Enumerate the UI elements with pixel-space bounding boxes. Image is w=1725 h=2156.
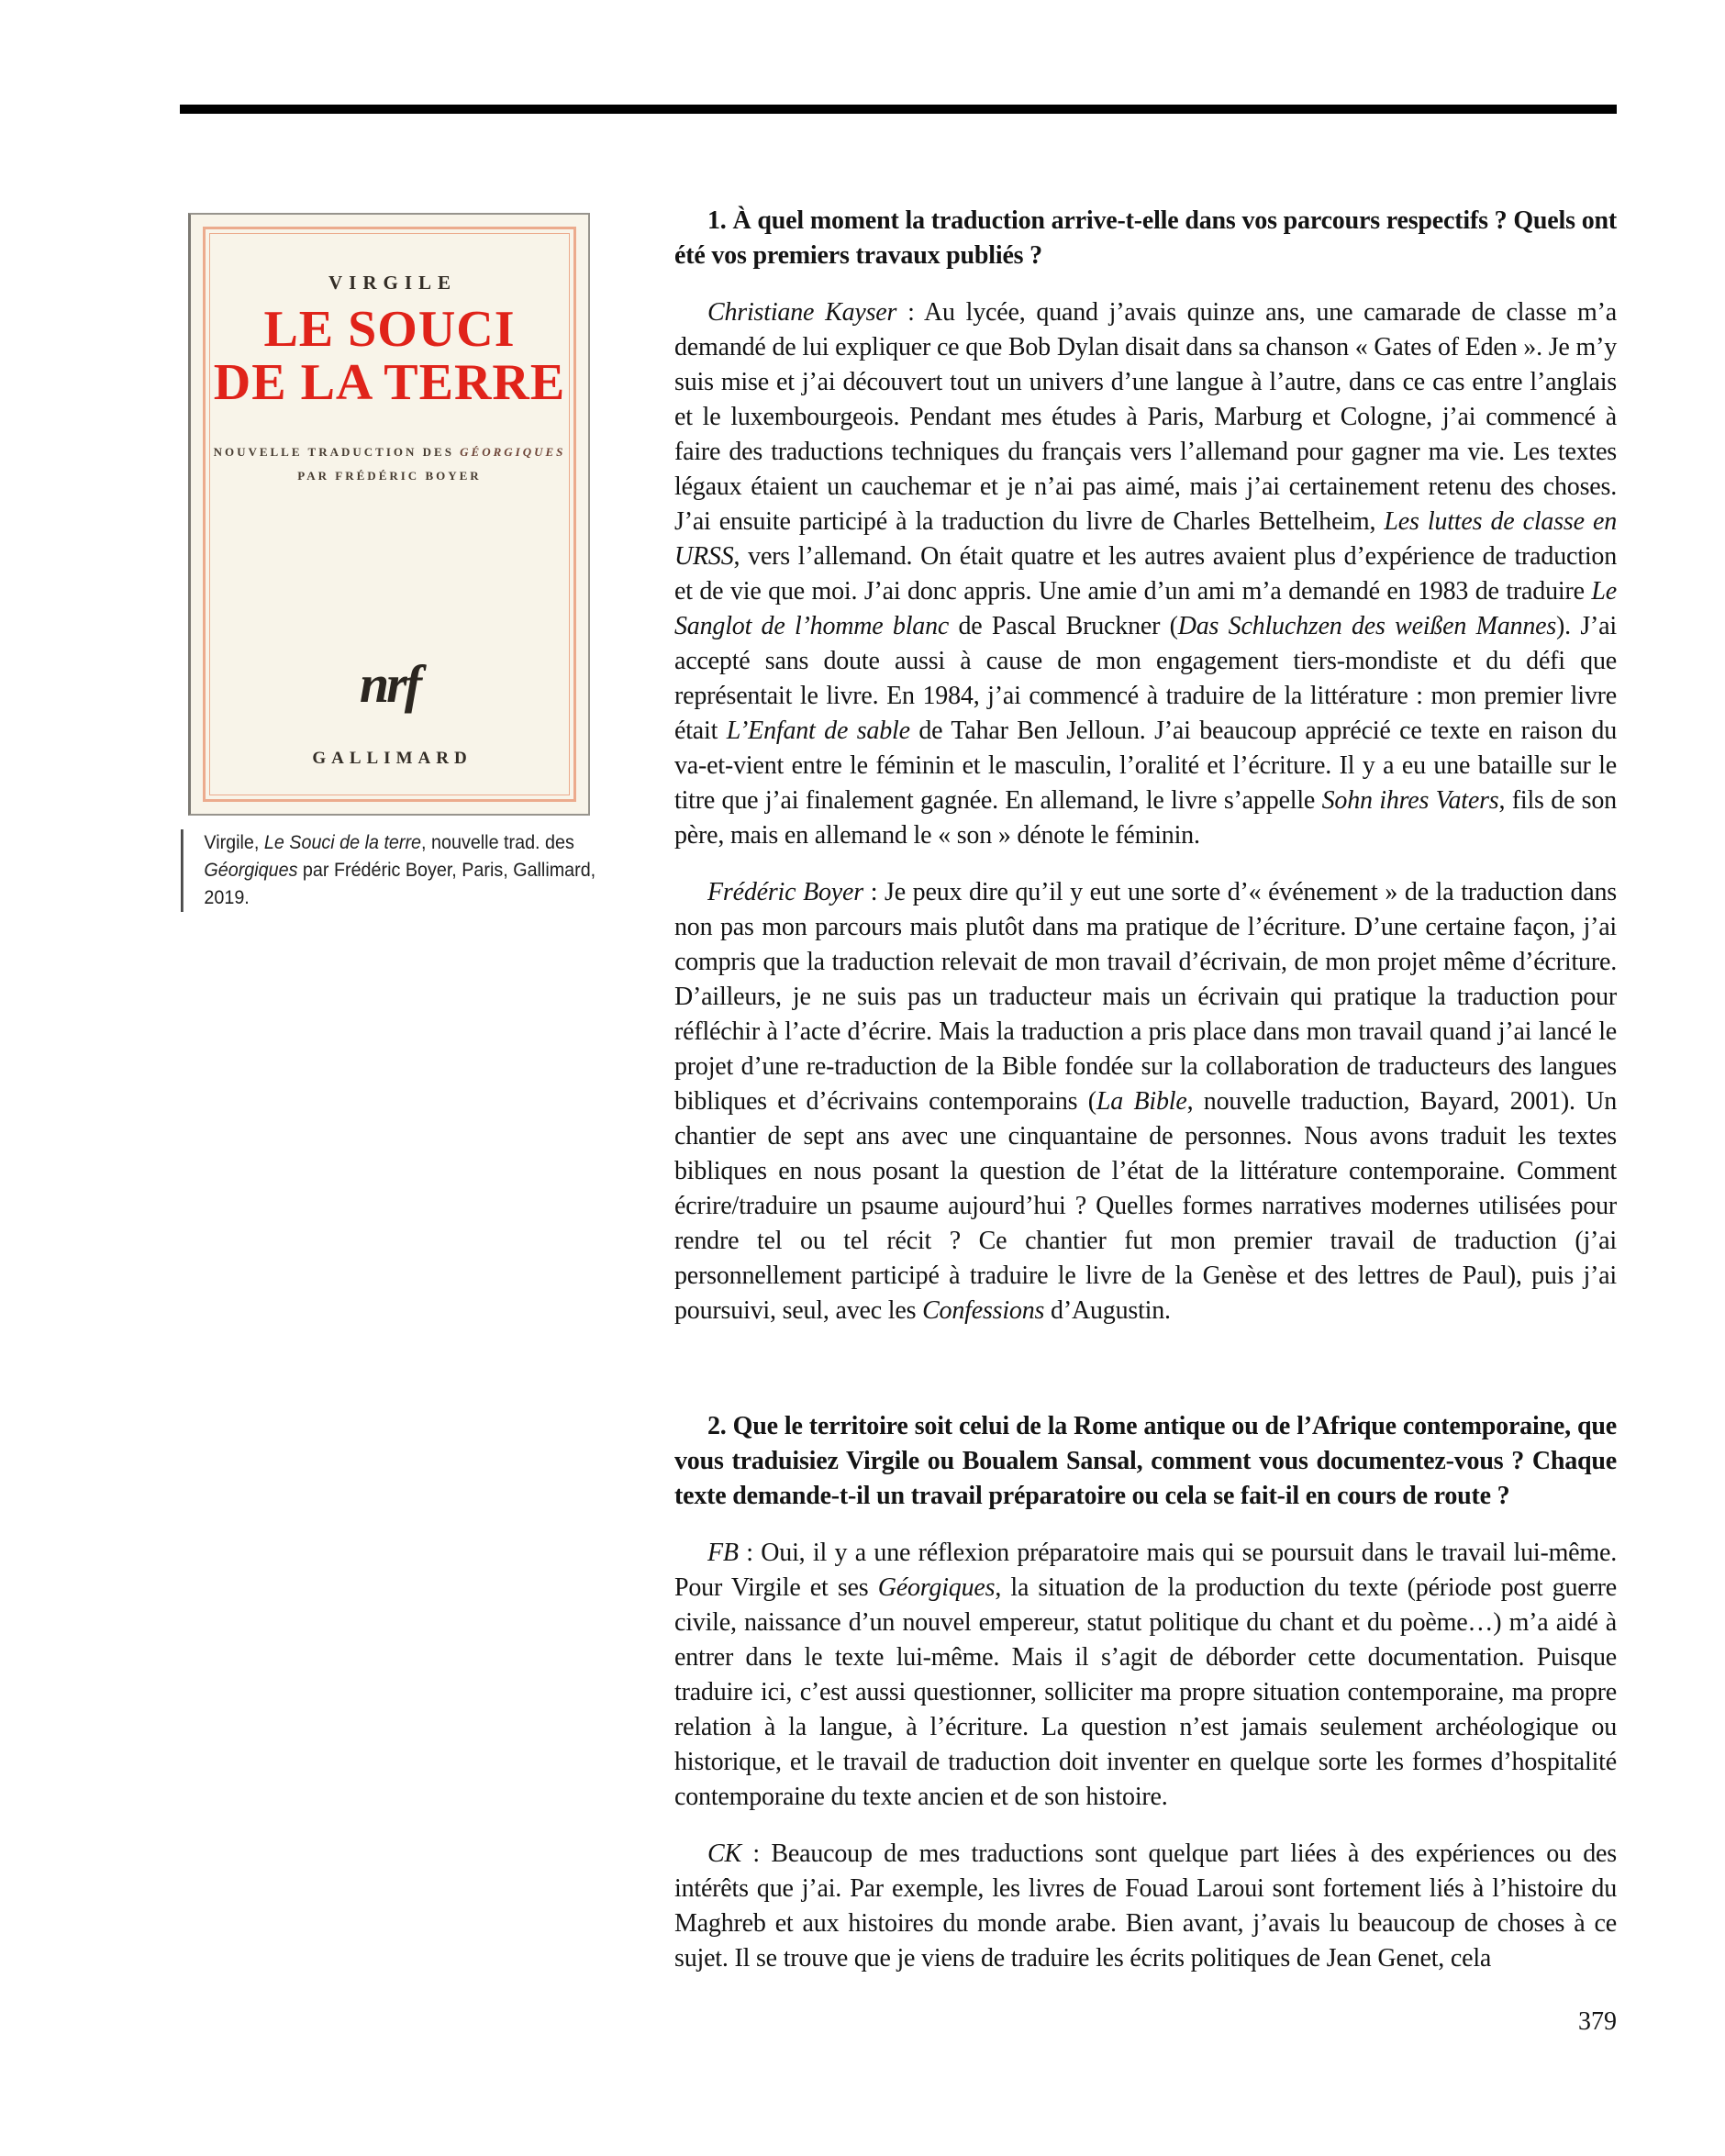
interview-question-2: 2. Que le territoire soit celui de la Rome antique ou de l’Afrique contemporaine, que vous traduisiez Virgile ou Boualem Sansal, comment vous documentez-vous ? Chaque texte demande-t-il un travail préparatoire ou cela se fait-il en cours de route ? xyxy=(674,1412,1617,1510)
cover-publisher: GALLIMARD xyxy=(312,749,473,768)
cover-title xyxy=(191,303,588,409)
answer-frederic-boyer-1: Frédéric Boyer : Je peux dire qu’il y eut une sorte d’« événement » de la traduction dans non pas mon parcours mais plutôt dans ma pratique de l’écriture. D’une certaine façon, j’ai compris que la traduction relevait de mon travail d’écrivain, de mon projet même d’écriture. D’ailleurs, je ne suis pas un traducteur mais un écrivain qui pratique la traduction pour réfléchir à l’acte d’écrire. Mais la traduction a pris place dans mon travail quand j’ai lancé le projet d’une re-traduction de la Bible fondée sur la collaboration de traducteurs des langues bibliques et d’écrivains contemporains (La Bible, nouvelle traduction, Bayard, 2001). Un chantier de sept ans avec une cinquantaine de personnes. Nous avons traduit les textes bibliques en nous posant la question de l’état de la littérature contemporaine. Comment écrire/traduire un psaume aujourd’hui ? Quelles formes narratives modernes utilisées pour rendre tel ou tel récit ? Ce chantier fut mon premier travail de traduction (j’ai personnellement participé à traduire le livre de la Genèse et des lettres de Paul), puis j’ai poursuivi, seul, avec les Confessions d’Augustin. xyxy=(674,878,1617,1325)
header-rule xyxy=(180,105,1617,114)
book-cover xyxy=(188,213,590,816)
answer-christiane-kayser-2: CK : Beaucoup de mes traductions sont quelque part liées à des expériences ou des intérêts que j’ai. Par exemple, les livres de Fouad Laroui sont fortement liés à l’histoire du Maghreb et aux histoires du monde arabe. Bien avant, j’avais lu beaucoup de choses à ce sujet. Il se trouve que je viens de traduire les écrits politiques de Jean Genet, cela xyxy=(674,1839,1617,1973)
figure-caption: Virgile, Le Souci de la terre, nouvelle trad. des Géorgiques par Frédéric Boyer, Paris, Gallimard, 2019. xyxy=(181,829,609,912)
answer-christiane-kayser-1: Christiane Kayser : Au lycée, quand j’avais quinze ans, une camarade de classe m’a demandé de lui expliquer ce que Bob Dylan disait dans sa chanson « Gates of Eden ». Je m’y suis mise et j’ai découvert tout un univers d’une langue à l’autre, dans ce cas entre l’anglais et le luxembourgeois. Pendant mes études à Paris, Marburg et Cologne, j’ai commencé à faire des traductions techniques du français vers l’allemand pour gagner ma vie. Les textes légaux étaient un cauchemar et je n’ai pas aimé, mais j’ai certainement retenu des choses. J’ai ensuite participé à la traduction du livre de Charles Bettelheim, Les luttes de classe en URSS, vers l’allemand. On était quatre et les autres avaient plus d’expérience de traduction et de vie que moi. J’ai donc appris. Une amie d’un ami m’a demandé en 1983 de traduire Le Sanglot de l’homme blanc de Pascal Bruckner (Das Schluchzen des weißen Mannes). J’ai accepté sans doute aussi à cause de mon engagement tiers-mondiste et du défi que représentait le livre. En 1984, j’ai commencé à traduire de la littérature : mon premier livre était L’Enfant de sable de Tahar Ben Jelloun. J’ai beaucoup apprécié ce texte en raison du va-et-vient entre le féminin et le masculin, l’oralité et l’écriture. Il y a eu une bataille sur le titre que j’ai finalement gagnée. En allemand, le livre s’appelle Sohn ihres Vaters, fils de son père, mais en allemand le « son » dénote le féminin. xyxy=(674,298,1617,850)
answer-frederic-boyer-2: FB : Oui, il y a une réflexion préparatoire mais qui se poursuit dans le travail lui-même. Pour Virgile et ses Géorgiques, la situation de la production du texte (période post guerre civile, naissance d’un nouvel empereur, statut politique du chant et du poème…) m’a aidé à entrer dans le texte lui-même. Mais il s’agit de déborder cette documentation. Puisque traduire ici, c’est aussi questionner, solliciter ma propre situation contemporaine, ma propre relation à la langue, à l’écriture. La question n’est jamais seulement archéologique ou historique, et le travail de traduction doit inventer en quelque sorte les formes d’hospitalité contemporaine du texte ancien et de son histoire. xyxy=(674,1539,1617,1811)
article-column xyxy=(674,204,1617,1976)
cover-title-line-2: DE LA TERRE xyxy=(213,354,566,411)
cover-subtitle-work-title: GÉORGIQUES xyxy=(460,445,566,459)
cover-subtitle-translator: PAR FRÉDÉRIC BOYER xyxy=(297,469,482,483)
cover-subtitle xyxy=(191,440,588,488)
cover-author-name: VIRGILE xyxy=(328,272,458,294)
nrf-logo: nrf xyxy=(359,654,420,714)
interview-question-1: 1. À quel moment la traduction arrive-t-elle dans vos parcours respectifs ? Quels ont été vos premiers travaux publiés ? xyxy=(674,206,1617,270)
cover-title-line-1: LE SOUCI xyxy=(263,301,516,358)
page-number: 379 xyxy=(1578,2007,1617,2036)
cover-subtitle-prefix: NOUVELLE TRADUCTION DES xyxy=(213,445,461,459)
